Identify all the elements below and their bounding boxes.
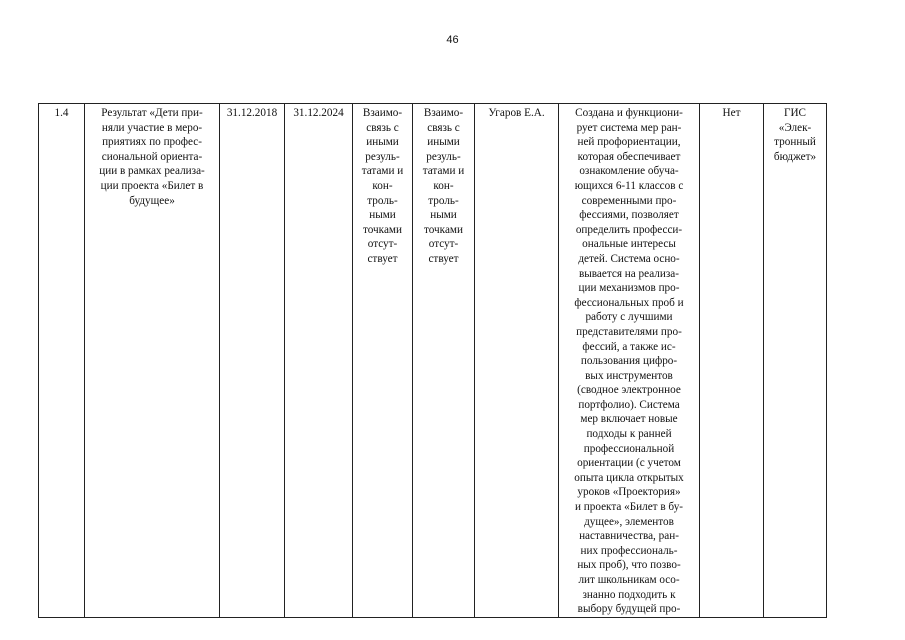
page-number: 46: [446, 34, 459, 46]
info-system-cell: ГИС «Элек- тронный бюджет»: [764, 104, 827, 618]
flag-cell: Нет: [700, 104, 764, 618]
start-date-cell: 31.12.2018: [220, 104, 285, 618]
relation-cell-2: Взаимо- связь с иными резуль- татами и кон- троль- ными точками отсут- ствует: [413, 104, 475, 618]
table-row: [39, 104, 827, 618]
result-table: [38, 103, 827, 618]
responsible-cell: Угаров Е.А.: [475, 104, 559, 618]
relation-cell-1: Взаимо- связь с иными резуль- татами и кон- троль- ными точками отсут- ствует: [353, 104, 413, 618]
row-number-cell: 1.4: [39, 104, 85, 618]
description-cell: Создана и функциони- рует система мер ран- ней профориентации, которая обеспечивает ознакомление обуча- ющихся 6-11 классов с современными про- фессиями, позволяет определить професси- ональные интересы детей. Система осно- вывается на реализа- ции механизмов про- фессиональных проб и работу с лучшими представителями про- фессий, а также ис- пользования цифро- вых инструментов (сводное электронное портфолио). Система мер включает новые подходы к ранней профессиональной ориентации (с учетом опыта цикла открытых уроков «Проектория» и проекта «Билет в бу- дущее», элементов наставничества, ран- них профессиональ- ных проб), что позво- лит школьникам осо- знанно подходить к выбору будущей про-: [559, 104, 700, 618]
end-date-cell: 31.12.2024: [285, 104, 353, 618]
result-cell: Результат «Дети при- няли участие в меро- приятиях по профес- сиональной ориента- ции в рамках реализа- ции проекта «Билет в будущее»: [85, 104, 220, 618]
